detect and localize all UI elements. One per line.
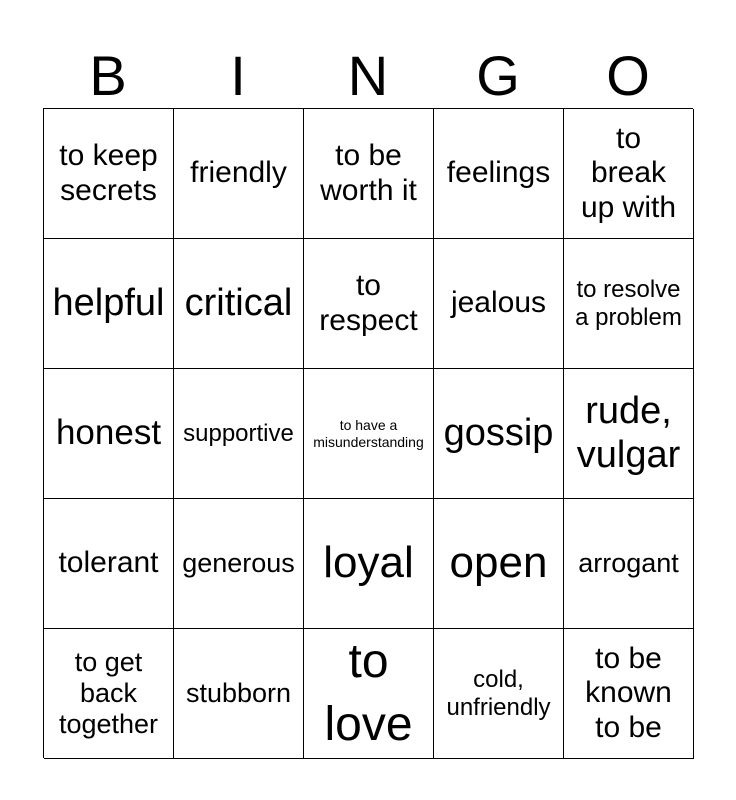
bingo-cell[interactable]: arrogant — [564, 499, 694, 629]
bingo-cell[interactable]: to have a misunderstanding — [304, 369, 434, 499]
bingo-cell[interactable]: critical — [174, 239, 304, 369]
bingo-cell[interactable]: to love — [304, 629, 434, 759]
bingo-cell[interactable]: tolerant — [44, 499, 174, 629]
bingo-cell[interactable]: to break up with — [564, 109, 694, 239]
bingo-cell[interactable]: to keep secrets — [44, 109, 174, 239]
bingo-cell[interactable]: jealous — [434, 239, 564, 369]
bingo-cell[interactable]: supportive — [174, 369, 304, 499]
bingo-cell[interactable]: to get back together — [44, 629, 174, 759]
header-letter-n: N — [347, 44, 389, 107]
bingo-cell[interactable]: loyal — [304, 499, 434, 629]
bingo-cell[interactable]: to be known to be — [564, 629, 694, 759]
header-letter-g: G — [476, 44, 520, 107]
bingo-cell[interactable]: feelings — [434, 109, 564, 239]
bingo-board — [43, 108, 693, 758]
bingo-cell[interactable]: stubborn — [174, 629, 304, 759]
bingo-cell[interactable]: gossip — [434, 369, 564, 499]
bingo-cell[interactable]: honest — [44, 369, 174, 499]
bingo-cell[interactable]: friendly — [174, 109, 304, 239]
header-letter-o: O — [606, 44, 650, 107]
bingo-cell[interactable]: to respect — [304, 239, 434, 369]
bingo-cell[interactable]: to resolve a problem — [564, 239, 694, 369]
header-letter-i: I — [230, 44, 246, 107]
bingo-header — [43, 40, 693, 108]
bingo-cell[interactable]: helpful — [44, 239, 174, 369]
bingo-cell[interactable]: cold, unfriendly — [434, 629, 564, 759]
header-letter-b: B — [89, 44, 127, 107]
bingo-cell[interactable]: rude, vulgar — [564, 369, 694, 499]
bingo-cell[interactable]: to be worth it — [304, 109, 434, 239]
bingo-cell[interactable]: generous — [174, 499, 304, 629]
bingo-cell[interactable]: open — [434, 499, 564, 629]
